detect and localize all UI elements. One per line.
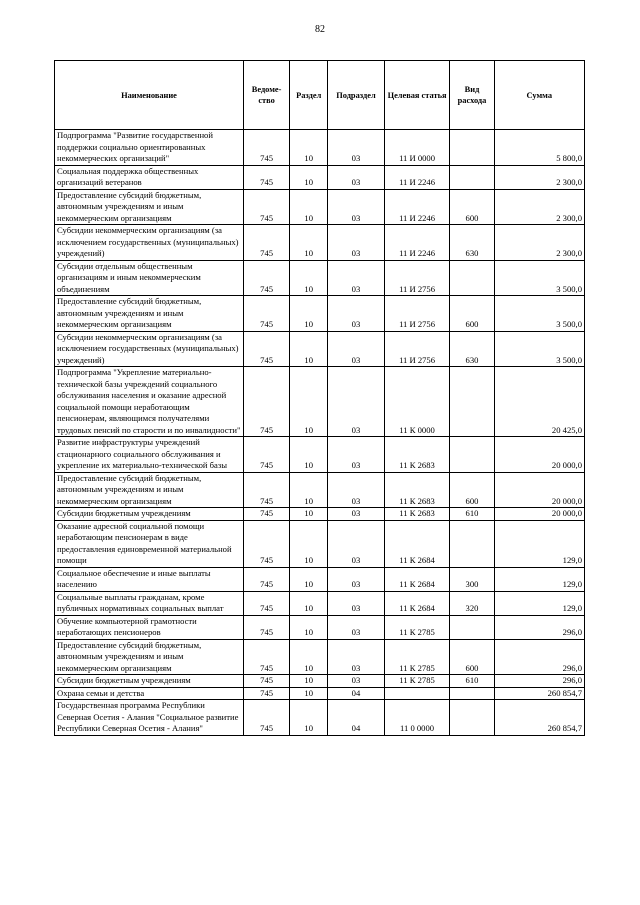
cell-expense-type [450,367,494,437]
cell-razdel: 10 [290,165,328,189]
table-row [55,639,585,675]
cell-podrazdel: 03 [328,189,384,225]
cell-vedomstvo: 745 [243,225,289,261]
cell-podrazdel: 03 [328,591,384,615]
cell-vedomstvo: 745 [243,687,289,700]
cell-razdel: 10 [290,225,328,261]
cell-vedomstvo: 745 [243,165,289,189]
cell-name: Развитие инфраструктуры учреждений стационарного социального обслуживания и укрепление их материально-технической базы [55,437,244,473]
cell-vedomstvo: 745 [243,260,289,296]
cell-sum: 20 000,0 [494,472,584,508]
cell-expense-type [450,260,494,296]
cell-vedomstvo: 745 [243,700,289,736]
cell-razdel: 10 [290,675,328,688]
cell-target: 11 К 2785 [384,615,450,639]
cell-name: Обучение компьютерной грамотности неработающих пенсионеров [55,615,244,639]
cell-podrazdel: 03 [328,639,384,675]
cell-podrazdel: 03 [328,472,384,508]
cell-podrazdel: 03 [328,296,384,332]
cell-sum: 20 425,0 [494,367,584,437]
cell-razdel: 10 [290,700,328,736]
cell-expense-type: 320 [450,591,494,615]
cell-podrazdel: 03 [328,260,384,296]
cell-name: Субсидии некоммерческим организациям (за исключением государственных (муниципальных) учреждений) [55,331,244,367]
table-row [55,700,585,736]
header-sum: Сумма [494,61,584,130]
cell-target: 11 К 2684 [384,591,450,615]
cell-podrazdel: 03 [328,165,384,189]
header-razdel: Раздел [290,61,328,130]
table-row [55,508,585,521]
cell-podrazdel: 03 [328,567,384,591]
table-row [55,260,585,296]
cell-vedomstvo: 745 [243,567,289,591]
cell-name: Государственная программа Республики Северная Осетия - Алания "Социальное развитие Республики Северная Осетия - Алания" [55,700,244,736]
cell-sum: 296,0 [494,675,584,688]
cell-expense-type: 600 [450,189,494,225]
table-row [55,437,585,473]
cell-sum: 129,0 [494,591,584,615]
cell-podrazdel: 04 [328,687,384,700]
cell-name: Социальные выплаты гражданам, кроме публичных нормативных социальных выплат [55,591,244,615]
header-name: Наименование [55,61,244,130]
table-row [55,591,585,615]
cell-podrazdel: 03 [328,508,384,521]
cell-target: 11 И 0000 [384,130,450,166]
cell-razdel: 10 [290,591,328,615]
cell-name: Субсидии отдельным общественным организациям и иным некоммерческим объединениям [55,260,244,296]
page-number: 82 [315,24,325,35]
cell-vedomstvo: 745 [243,591,289,615]
cell-razdel: 10 [290,639,328,675]
table-row [55,675,585,688]
cell-razdel: 10 [290,615,328,639]
cell-vedomstvo: 745 [243,615,289,639]
cell-vedomstvo: 745 [243,472,289,508]
cell-target: 11 И 2756 [384,260,450,296]
cell-target [384,687,450,700]
cell-vedomstvo: 745 [243,639,289,675]
table-row [55,189,585,225]
cell-expense-type: 600 [450,639,494,675]
cell-target: 11 И 2246 [384,189,450,225]
cell-expense-type [450,700,494,736]
cell-name: Субсидии бюджетным учреждениям [55,675,244,688]
cell-expense-type: 610 [450,675,494,688]
cell-sum: 296,0 [494,639,584,675]
cell-expense-type: 630 [450,331,494,367]
cell-name: Охрана семьи и детства [55,687,244,700]
cell-sum: 296,0 [494,615,584,639]
cell-vedomstvo: 745 [243,437,289,473]
table-row [55,367,585,437]
cell-vedomstvo: 745 [243,367,289,437]
table-row [55,296,585,332]
cell-podrazdel: 04 [328,700,384,736]
cell-expense-type: 300 [450,567,494,591]
cell-vedomstvo: 745 [243,189,289,225]
cell-name: Предоставление субсидий бюджетным, автономным учреждениям и иным некоммерческим организациям [55,639,244,675]
cell-razdel: 10 [290,189,328,225]
cell-sum: 2 300,0 [494,165,584,189]
cell-target: 11 И 2756 [384,331,450,367]
cell-sum: 129,0 [494,520,584,567]
cell-razdel: 10 [290,687,328,700]
cell-name: Предоставление субсидий бюджетным, автономным учреждениям и иным некоммерческим организациям [55,472,244,508]
cell-target: 11 К 0000 [384,367,450,437]
cell-sum: 129,0 [494,567,584,591]
cell-name: Предоставление субсидий бюджетным, автономным учреждениям и иным некоммерческим организациям [55,189,244,225]
cell-expense-type: 610 [450,508,494,521]
cell-name: Социальное обеспечение и иные выплаты населению [55,567,244,591]
table-row [55,331,585,367]
cell-name: Предоставление субсидий бюджетным, автономным учреждениям и иным некоммерческим организациям [55,296,244,332]
cell-target: 11 К 2684 [384,520,450,567]
table-body [55,130,585,736]
cell-expense-type [450,615,494,639]
table-row [55,165,585,189]
cell-razdel: 10 [290,260,328,296]
cell-razdel: 10 [290,296,328,332]
cell-target: 11 И 2756 [384,296,450,332]
cell-name: Субсидии некоммерческим организациям (за исключением государственных (муниципальных) учреждений) [55,225,244,261]
cell-razdel: 10 [290,567,328,591]
cell-podrazdel: 03 [328,675,384,688]
cell-razdel: 10 [290,437,328,473]
cell-name: Субсидии бюджетным учреждениям [55,508,244,521]
cell-expense-type [450,437,494,473]
cell-podrazdel: 03 [328,130,384,166]
cell-podrazdel: 03 [328,367,384,437]
cell-razdel: 10 [290,520,328,567]
cell-expense-type: 600 [450,472,494,508]
cell-sum: 5 800,0 [494,130,584,166]
table-row [55,520,585,567]
cell-podrazdel: 03 [328,225,384,261]
cell-expense-type [450,520,494,567]
header-expense-type: Вид расхода [450,61,494,130]
cell-podrazdel: 03 [328,331,384,367]
cell-razdel: 10 [290,367,328,437]
cell-vedomstvo: 745 [243,675,289,688]
cell-vedomstvo: 745 [243,520,289,567]
cell-expense-type: 630 [450,225,494,261]
cell-sum: 260 854,7 [494,700,584,736]
table-row [55,567,585,591]
cell-expense-type: 600 [450,296,494,332]
table-row [55,130,585,166]
cell-target: 11 0 0000 [384,700,450,736]
cell-sum: 2 300,0 [494,225,584,261]
cell-razdel: 10 [290,331,328,367]
cell-vedomstvo: 745 [243,130,289,166]
header-vedomstvo: Ведоме-ство [243,61,289,130]
cell-sum: 2 300,0 [494,189,584,225]
cell-name: Подпрограмма "Укрепление материально-технической базы учреждений социального обслуживания населения и оказание адресной социальной помощи неработающим пенсионерам, являющимся получателями трудовых пенсий по старости и по инвалидности" [55,367,244,437]
budget-table [54,60,585,736]
cell-expense-type [450,130,494,166]
cell-podrazdel: 03 [328,437,384,473]
cell-razdel: 10 [290,508,328,521]
cell-sum: 3 500,0 [494,331,584,367]
cell-expense-type [450,165,494,189]
cell-sum: 20 000,0 [494,437,584,473]
table-row [55,615,585,639]
cell-target: 11 К 2683 [384,472,450,508]
cell-target: 11 И 2246 [384,165,450,189]
table-row [55,225,585,261]
cell-target: 11 К 2683 [384,508,450,521]
cell-sum: 260 854,7 [494,687,584,700]
cell-vedomstvo: 745 [243,508,289,521]
cell-podrazdel: 03 [328,520,384,567]
cell-sum: 20 000,0 [494,508,584,521]
cell-sum: 3 500,0 [494,296,584,332]
cell-name: Подпрограмма "Развитие государственной поддержки социально ориентированных некоммерческих организаций" [55,130,244,166]
cell-target: 11 И 2246 [384,225,450,261]
table-row [55,472,585,508]
table-row [55,687,585,700]
cell-target: 11 К 2785 [384,639,450,675]
cell-vedomstvo: 745 [243,296,289,332]
cell-razdel: 10 [290,472,328,508]
cell-target: 11 К 2785 [384,675,450,688]
cell-podrazdel: 03 [328,615,384,639]
cell-expense-type [450,687,494,700]
header-target: Целевая статья [384,61,450,130]
cell-razdel: 10 [290,130,328,166]
cell-vedomstvo: 745 [243,331,289,367]
cell-target: 11 К 2684 [384,567,450,591]
table-header-row [55,61,585,130]
cell-name: Социальная поддержка общественных организаций ветеранов [55,165,244,189]
header-podrazdel: Подраздел [328,61,384,130]
cell-sum: 3 500,0 [494,260,584,296]
cell-name: Оказание адресной социальной помощи неработающим пенсионерам в виде предоставления единовременной материальной помощи [55,520,244,567]
cell-target: 11 К 2683 [384,437,450,473]
